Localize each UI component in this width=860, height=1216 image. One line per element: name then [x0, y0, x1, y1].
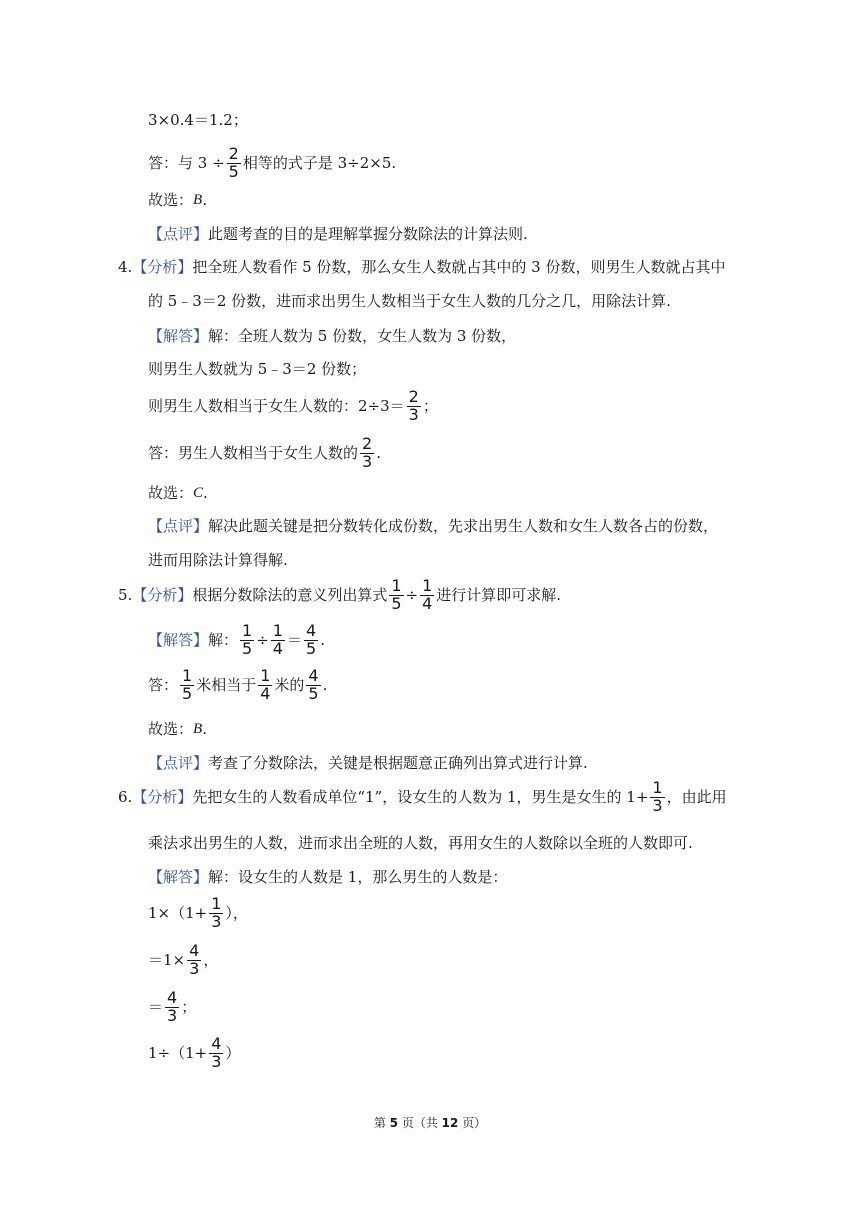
question-number: 6.: [118, 787, 133, 806]
fraction: [165, 990, 179, 1025]
text: ÷: [405, 585, 419, 604]
text: C: [193, 485, 204, 501]
fraction: [306, 668, 320, 703]
text-line: [148, 113, 248, 128]
text: 1: [260, 666, 271, 685]
text: .: [203, 484, 208, 502]
text: 先把女生的人数看成单位“1”，设女生的人数为 1，男生是女生的 1+: [192, 787, 649, 806]
text: ＝: [286, 630, 302, 649]
text: 4: [422, 593, 433, 613]
text: 米相当于: [196, 675, 257, 694]
text: .: [202, 720, 207, 738]
text: 答：与 3 ÷: [148, 153, 225, 172]
text: 4: [272, 638, 283, 658]
answer-tag: 【解答】: [148, 327, 209, 345]
calc-line: [148, 943, 218, 978]
text: B: [193, 721, 203, 737]
text: 1: [242, 621, 253, 640]
text: 5: [306, 638, 317, 658]
text: 1: [211, 894, 222, 913]
text: .: [320, 630, 325, 649]
text: ；: [422, 396, 438, 415]
review-line: [148, 519, 718, 534]
answer-line: [148, 623, 325, 658]
fraction: [420, 578, 434, 613]
question-6-analysis: [118, 780, 727, 815]
text: 3×0.4＝1.2；: [148, 111, 248, 129]
text-line: [148, 668, 327, 703]
calc-line: [148, 896, 248, 931]
text: 1÷（1+: [148, 1043, 208, 1062]
text: .: [376, 443, 381, 462]
text: 3: [362, 451, 373, 471]
page-footer: [0, 1114, 860, 1131]
text: 第: [373, 1116, 390, 1130]
text: 3: [652, 795, 663, 815]
fraction: [360, 436, 374, 471]
text: 4: [308, 666, 319, 685]
text: 4: [260, 683, 271, 703]
text: 3: [189, 958, 200, 978]
fraction: [407, 389, 421, 424]
text: 2: [228, 144, 239, 163]
text: 1: [652, 778, 663, 797]
text: 把全班人数看作 5 份数，那么女生人数就占其中的 3 份数，则男生人数就占其中: [192, 258, 726, 276]
text: 3: [167, 1005, 178, 1025]
review-line: [148, 227, 528, 242]
text: 3: [211, 911, 222, 931]
text: .: [322, 675, 328, 694]
text: 5: [242, 638, 253, 658]
analysis-tag: 【分析】: [132, 585, 193, 604]
text: ，由此用: [666, 787, 727, 806]
text-line: [148, 722, 207, 737]
fraction: [187, 943, 201, 978]
text: 4: [189, 941, 200, 960]
text: 4: [306, 621, 317, 640]
text: 5: [391, 593, 402, 613]
question-5-analysis: [118, 578, 561, 613]
question-number: 4.: [118, 258, 133, 276]
text-line: [148, 294, 671, 309]
text: 答：男生人数相当于女生人数的: [148, 443, 359, 462]
text: .: [202, 191, 207, 209]
text: 解：设女生的人数是 1，那么男生的人数是：: [208, 868, 508, 886]
text: ÷: [256, 630, 269, 649]
text: ＝1×: [148, 950, 186, 969]
text: 1: [422, 576, 433, 595]
analysis-tag: 【分析】: [132, 787, 193, 806]
text: 相等的式子是 3÷2×5.: [242, 153, 397, 172]
calc-line: [148, 1036, 240, 1071]
text: 1: [182, 666, 193, 685]
text: 页）: [458, 1116, 487, 1130]
review-tag: 【点评】: [148, 754, 209, 772]
fraction: [304, 623, 318, 658]
text-line: [148, 553, 288, 568]
text-line: [148, 486, 208, 501]
text: 故选：: [148, 720, 194, 738]
text: 此题考查的目的是理解掌握分数除法的计算法则.: [208, 225, 528, 243]
text: 则男生人数就为 5﹣3＝2 份数；: [148, 360, 367, 378]
text: 3: [211, 1051, 222, 1071]
fraction: [209, 1036, 223, 1071]
answer-tag: 【解答】: [148, 630, 209, 649]
text: 乘法求出男生的人数，进而求出全班的人数，再用女生的人数除以全班的人数即可.: [148, 834, 693, 852]
text-line: [148, 389, 438, 424]
answer-line: [148, 870, 507, 885]
text: 进行计算即可求解.: [436, 585, 562, 604]
text: 1×（1+: [148, 903, 208, 922]
text: 考查了分数除法，关键是根据题意正确列出算式进行计算.: [208, 754, 588, 772]
fraction: [650, 780, 664, 815]
text: 1: [391, 576, 402, 595]
analysis-tag: 【分析】: [132, 258, 193, 276]
question-4-analysis: [118, 260, 726, 275]
text: 2: [408, 387, 419, 406]
text: 故选：: [148, 191, 194, 209]
text: 解决此题关键是把分数转化成份数，先求出男生人数和女生人数各占的份数，: [208, 517, 719, 535]
text: 5: [308, 683, 319, 703]
text: 3: [408, 404, 419, 424]
fraction: [271, 623, 285, 658]
text: 米的: [274, 675, 305, 694]
fraction: [227, 146, 241, 181]
review-line: [148, 756, 588, 771]
page-total: 12: [441, 1116, 459, 1130]
text: 解：全班人数为 5 份数，女生人数为 3 份数，: [208, 327, 517, 345]
fraction: [209, 896, 223, 931]
calc-line: [148, 990, 196, 1025]
text: 则男生人数相当于女生人数的：2÷3＝: [148, 396, 405, 415]
text: 的 5﹣3＝2 份数，进而求出男生人数相当于女生人数的几分之几，用除法计算.: [148, 292, 671, 310]
answer-tag: 【解答】: [148, 868, 209, 886]
text-line: [148, 436, 381, 471]
text: ；: [181, 997, 197, 1016]
text: 答：: [148, 675, 179, 694]
text: 1: [272, 621, 283, 640]
text: 根据分数除法的意义列出算式: [192, 585, 388, 604]
page-number: 5: [389, 1116, 398, 1130]
text: 故选：: [148, 484, 194, 502]
review-tag: 【点评】: [148, 517, 209, 535]
text: ，: [203, 950, 219, 969]
text-line: [148, 362, 366, 377]
text: B: [193, 192, 203, 208]
fraction: [180, 668, 194, 703]
review-tag: 【点评】: [148, 225, 209, 243]
fraction: [389, 578, 403, 613]
text: 进而用除法计算得解.: [148, 551, 288, 569]
text: 4: [167, 988, 178, 1007]
text: 4: [211, 1034, 222, 1053]
text: 5: [228, 161, 239, 181]
text-line: [148, 146, 396, 181]
question-number: 5.: [118, 585, 133, 604]
text: 解：: [208, 630, 239, 649]
text: ＝: [148, 997, 164, 1016]
text-line: [148, 836, 693, 851]
text: ）: [225, 1043, 241, 1062]
text: 2: [362, 434, 373, 453]
text: 页（共: [398, 1116, 442, 1130]
text: ），: [225, 903, 248, 922]
fraction: [258, 668, 272, 703]
fraction: [240, 623, 254, 658]
answer-line: [148, 329, 516, 344]
text: 5: [182, 683, 193, 703]
text-line: [148, 193, 207, 208]
